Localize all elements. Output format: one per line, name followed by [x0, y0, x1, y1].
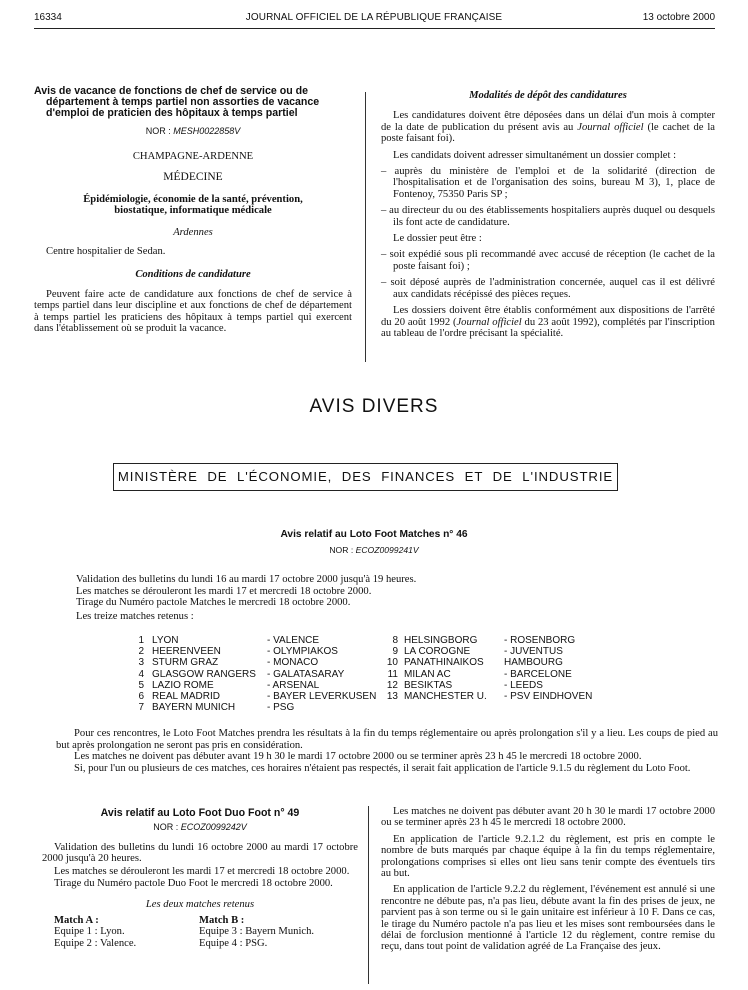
match-a [54, 915, 199, 949]
duo-teams [42, 915, 358, 949]
rules-paragraph: Pour ces rencontres, le Loto Foot Matches prendra les résultats à la fin du temps réglementaire ou après prolongation s'il y a lieu. Les coups de pied au but après prolongation ne seront pas pris en considération. [56, 728, 718, 751]
conditions-text: Peuvent faire acte de candidature aux fonctions de chef de service à temps partiel dans leur discipline et aux fonctions de chef de département à temps partiel les praticiens des hôpitaux à temps partiel qui exercent dans l'établissement où se produit la vacance. [34, 288, 352, 335]
duo-foot-column [42, 808, 358, 949]
match-number: 2 [138, 646, 144, 658]
vacancy-notice-title [34, 86, 352, 120]
team-4: Equipe 4 : PSG. [199, 937, 268, 949]
nor-code: ECOZ0099241V [355, 545, 419, 555]
home-team: LAZIO ROME [152, 679, 214, 691]
away-team: - PSG [267, 702, 295, 714]
ministry-box [113, 463, 618, 491]
match-number: 8 [392, 635, 398, 646]
match-row [382, 669, 614, 680]
loto-intro-line: Tirage du Numéro pactole Matches le mercredi 18 octobre 2000. [76, 597, 351, 609]
match-number: 11 [387, 668, 398, 680]
away-team: - LEEDS [504, 679, 543, 691]
establishment-name: Centre hospitalier de Sedan. [46, 246, 166, 258]
match-row [124, 702, 377, 713]
duo-rules-paragraph: En application de l'article 9.2.2 du règlement, l'événement est annulé si une rencontre ne débute pas, n'a pas lieu, débute avant la fin des prises de jeux, ne parvient pas à son terme ou si le gain unitaire est inférieur à 10 F. Dans ce cas, le tirage du Numéro pactole n'a pas lieu et les mises sont remboursées dans le délai de forclusion mentionné à l'article 12 du règlement, contre remise du reçu, dans tout point de validation agréé de La Française des jeux. [381, 884, 715, 953]
home-team: STURM GRAZ [152, 657, 219, 669]
vacancy-nor [34, 126, 352, 137]
match-number: 13 [386, 691, 398, 703]
match-b [199, 915, 344, 949]
modalities-paragraph-1 [381, 110, 715, 144]
match-a-label: Match A : [54, 914, 99, 926]
vacancy-notice-column [34, 86, 352, 339]
section-title: AVIS DIVERS [309, 396, 439, 417]
discipline-heading: MÉDECINE [163, 171, 223, 184]
journal-title: JOURNAL OFFICIEL DE LA RÉPUBLIQUE FRANÇAISE [245, 12, 503, 23]
home-team: PANATHINAIKOS [404, 657, 484, 669]
away-team: - BAYER LEVERKUSEN [267, 691, 377, 703]
region-heading: CHAMPAGNE-ARDENNE [132, 151, 254, 163]
conditions-heading: Conditions de candidature [135, 269, 251, 281]
duo-matches-heading: Les deux matches retenus [145, 899, 255, 911]
match-row [382, 657, 614, 668]
duo-paragraph: Les matches se dérouleront les mardi 17 et mercredi 18 octobre 2000. [54, 865, 350, 877]
team-1: Equipe 1 : Lyon. [54, 926, 125, 938]
match-row [124, 680, 377, 691]
duo-rules-paragraph: Les matches ne doivent pas débuter avant 20 h 30 le mardi 17 octobre 2000 ou se terminer après 23 h 45 le mercredi 18 octobre 2000. [381, 806, 715, 829]
away-team: - BARCELONE [504, 668, 572, 680]
journal-officiel-ref: Journal officiel [456, 316, 522, 328]
nor-label: NOR : [329, 545, 354, 555]
match-number: 3 [138, 657, 144, 669]
ministry-name: MINISTÈRE DE L'ÉCONOMIE, DES FINANCES ET DE L'INDUSTRIE [117, 469, 614, 484]
duo-paragraph: Tirage du Numéro pactole Duo Foot le mercredi 18 octobre 2000. [54, 878, 333, 890]
home-team: MILAN AC [404, 668, 451, 680]
vacancy-title-line1: Avis de vacance de fonctions de chef de service ou de [34, 85, 308, 97]
modalities-list-item: – soit expédié sous pli recommandé avec accusé de réception (le cachet de la poste faisant foi) ; [381, 249, 715, 272]
specialty-heading: Épidémiologie, économie de la santé, prévention, biostatique, informatique médicale [83, 193, 303, 217]
loto-intro-line: Les matches se dérouleront les mardi 17 et mercredi 18 octobre 2000. [76, 585, 372, 597]
nor-code: ECOZ0099242V [180, 822, 247, 833]
match-row [382, 680, 614, 691]
loto-intro-line: Les treize matches retenus : [76, 610, 194, 622]
header-rule [34, 28, 715, 29]
away-team: - GALATASARAY [267, 668, 345, 680]
loto-foot-rules [56, 728, 718, 774]
home-team: HELSINGBORG [404, 635, 478, 646]
loto-foot-nor [0, 545, 748, 555]
home-team: HEERENVEEN [152, 646, 221, 658]
matches-table-right [382, 635, 614, 702]
duo-rules-paragraph: En application de l'article 9.2.1.2 du règlement, est pris en compte le nombre de buts marqués par chaque équipe à la fin du temps réglementaire, prolongations comprises si elles ont lieu sans tenir compte des éventuels tirs au but. [381, 833, 715, 880]
modalities-list-item: – auprès du ministère de l'emploi et de la solidarité (direction de l'hospitalisation et de l'organisation des soins, bureau M 3), 1, place de Fontenoy, 75350 Paris SP ; [381, 166, 715, 200]
away-team: - JUVENTUS [504, 646, 563, 658]
home-team: LA COROGNE [404, 646, 471, 658]
loto-intro-line: Validation des bulletins du lundi 16 au mardi 17 octobre 2000 jusqu'à 19 heures. [76, 574, 417, 585]
away-team: - PSV EINDHOVEN [504, 691, 593, 703]
vacancy-title-line2: département à temps partiel non assorties de vacance d'emploi de praticien des hôpitaux à temps partiel [46, 96, 320, 120]
match-row [124, 691, 377, 702]
match-row [124, 646, 377, 657]
home-team: LYON [152, 635, 179, 646]
modalities-p1-end: (le cachet de la poste faisant foi). [381, 121, 716, 145]
match-row [124, 657, 377, 668]
match-row [124, 635, 377, 646]
match-number: 9 [392, 646, 398, 658]
nor-label: NOR : [153, 822, 179, 833]
column-divider [365, 92, 366, 362]
loto-foot-intro [76, 574, 676, 622]
match-number: 6 [138, 691, 144, 703]
modalities-column [381, 90, 715, 344]
modalities-paragraph-2: Les candidats doivent adresser simultanément un dossier complet : [393, 149, 677, 161]
home-team: GLASGOW RANGERS [152, 668, 256, 680]
match-row [382, 646, 614, 657]
match-number: 7 [138, 702, 144, 714]
away-team: - MONACO [267, 657, 319, 669]
match-row [382, 691, 614, 702]
modalities-list-item: – au directeur du ou des établissements hospitaliers auprès duquel ou desquels ils font acte de candidature. [381, 205, 715, 228]
modalities-p1-text: Les candidatures doivent être déposées dans un délai d'un mois à compter de la date de publication du présent avis au [381, 110, 715, 133]
duo-foot-nor [42, 822, 358, 833]
away-team: - ROSENBORG [504, 635, 576, 646]
page-number: 16334 [34, 12, 62, 23]
team-2: Equipe 2 : Valence. [54, 937, 137, 949]
journal-officiel-ref: Journal officiel [577, 121, 644, 133]
modalities-paragraph-3: Le dossier peut être : [393, 233, 482, 245]
modalities-p4-text: Les dossiers doivent être établis conformément aux dispositions de l'arrêté du 20 août 1992 ( [381, 305, 715, 328]
nor-label: NOR : [145, 125, 171, 136]
publication-date: 13 octobre 2000 [642, 12, 715, 23]
duo-foot-rules-column [381, 806, 715, 958]
match-row [124, 669, 377, 680]
match-number: 1 [138, 635, 144, 646]
away-team: - ARSENAL [267, 679, 320, 691]
away-team: - VALENCE [267, 635, 320, 646]
match-row [382, 635, 614, 646]
duo-paragraph: Validation des bulletins du lundi 16 octobre 2000 au mardi 17 octobre 2000 jusqu'à 20 heures. [42, 841, 358, 865]
team-3: Equipe 3 : Bayern Munich. [199, 926, 315, 938]
matches-table-left [124, 635, 377, 713]
column-divider [368, 806, 369, 984]
home-team: BESIKTAS [404, 679, 453, 691]
modalities-list-item: – soit déposé auprès de l'administration concernée, auquel cas il est délivré aux candidats récépissé des pièces reçues. [381, 277, 715, 300]
rules-paragraph: Si, pour l'un ou plusieurs de ces matches, ces horaires n'étaient pas respectés, il serait fait application de l'article 9.1.5 du règlement du Loto Foot. [74, 762, 691, 774]
rules-paragraph: Les matches ne doivent pas débuter avant 19 h 30 le mardi 17 octobre 2000 ou se terminer après 23 h 45 le mercredi 18 octobre 2000. [74, 751, 642, 763]
modalities-paragraph-4 [381, 305, 715, 339]
match-number: 4 [138, 668, 144, 680]
loto-foot-title: Avis relatif au Loto Foot Matches n° 46 [280, 529, 468, 540]
department-heading: Ardennes [173, 226, 213, 238]
match-number: 5 [138, 679, 144, 691]
away-team: HAMBOURG [504, 657, 563, 669]
home-team: MANCHESTER U. [404, 691, 487, 703]
match-number: 12 [386, 679, 398, 691]
match-number: 10 [386, 657, 398, 669]
modalities-heading: Modalités de dépôt des candidatures [469, 90, 627, 101]
home-team: REAL MADRID [152, 691, 220, 703]
nor-code: MESH0022858V [173, 125, 241, 136]
home-team: BAYERN MUNICH [152, 702, 236, 714]
match-b-label: Match B : [199, 914, 245, 926]
away-team: - OLYMPIAKOS [267, 646, 338, 658]
duo-foot-title: Avis relatif au Loto Foot Duo Foot n° 49 [100, 807, 300, 819]
modalities-p4-end: du 23 août 1992), complétés par l'inscription au tableau de l'ordre précisant la spécialité. [381, 316, 715, 339]
